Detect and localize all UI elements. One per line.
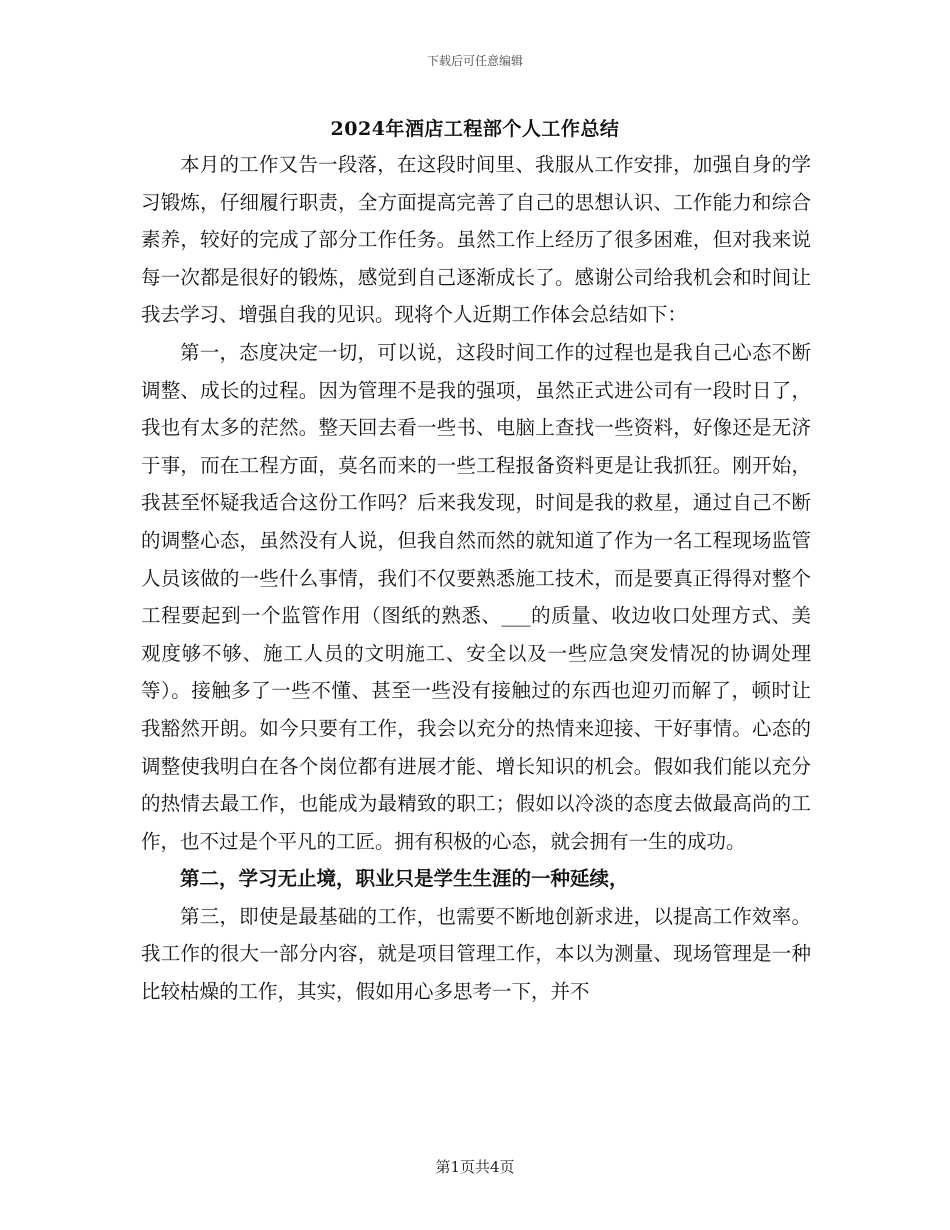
paragraph-first-point: 第一，态度决定一切，可以说，这段时间工作的过程也是我自己心态不断调整、成长的过程。因为管理不是我的强项，虽然正式进公司有一段时日了，我也有太多的茫然。整天回去看一些书、电脑上查找一些资料，好像还是无济于事，而在工程方面，莫名而来的一些工程报备资料更是让我抓狂。刚开始，我甚至怀疑我适合这份工作吗？后来我发现，时间是我的救星，通过自己不断的调整心态，虽然没有人说，但我自然而然的就知道了作为一名工程现场监管人员该做的一些什么事情，我们不仅要熟悉施工技术，而是要真正得得对整个工程要起到一个监管作用（图纸的熟悉、___的质量、收边收口处理方式、美观度够不够、施工人员的文明施工、安全以及一些应急突发情况的协调处理等）。接触多了一些不懂、甚至一些没有接触过的东西也迎刃而解了，顿时让我豁然开朗。如今只要有工作，我会以充分的热情来迎接、干好事情。心态的调整使我明白在各个岗位都有进展才能、增长知识的机会。假如我们能以充分的热情去最工作，也能成为最精致的职工；假如以冷淡的态度去做最高尚的工作，也不过是个平凡的工匠。拥有积极的心态，就会拥有一生的成功。 xyxy=(141,340,811,853)
paragraph-third-point: 第三，即使是最基础的工作，也需要不断地创新求进，以提高工作效率。我工作的很大一部分内容，就是项目管理工作，本以为测量、现场管理是一种比较枯燥的工作，其实，假如用心多思考一下，并不 xyxy=(141,904,811,1004)
header-note: 下载后可任意编辑 xyxy=(426,54,523,68)
document-body xyxy=(141,146,811,1011)
paragraph-second-point: 第二，学习无止境，职业只是学生生涯的一种延续， xyxy=(180,867,629,891)
paragraph-intro: 本月的工作又告一段落，在这段时间里、我服从工作安排，加强自身的学习锻炼，仔细履行职责，全方面提高完善了自己的思想认识、工作能力和综合素养，较好的完成了部分工作任务。虽然工作上经历了很多困难，但对我来说每一次都是很好的锻炼，感觉到自己逐渐成长了。感谢公司给我机会和时间让我去学习、增强自我的见识。现将个人近期工作体会总结如下： xyxy=(141,153,811,327)
page-number: 第1页共4页 xyxy=(435,1158,515,1176)
document-title: 2024年酒店工程部个人工作总结 xyxy=(330,118,620,140)
